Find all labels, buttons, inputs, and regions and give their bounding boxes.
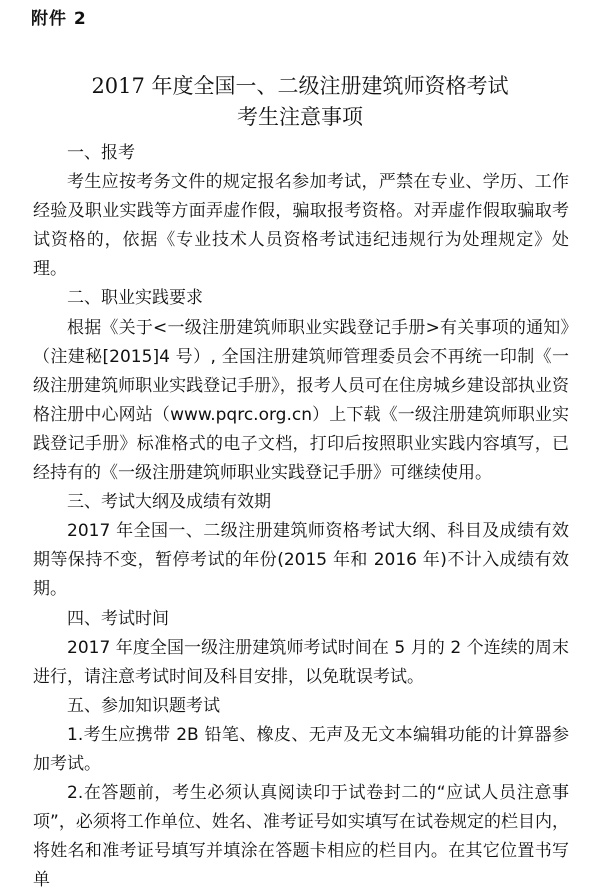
section-heading-registration: 一、报考 bbox=[67, 143, 135, 163]
paragraph: 2017 年全国一、二级注册建筑师资格考试大纲、科目及成绩有效期等保持不变，暂停考试的年份(2015 年和 2016 年)不计入成绩有效期。 bbox=[33, 521, 569, 600]
document-subtitle: 考生注意事项 bbox=[237, 105, 363, 129]
section-heading-knowledge-exam: 五、参加知识题考试 bbox=[67, 695, 220, 716]
paragraph: 考生应按考务文件的规定报名参加考试，严禁在专业、学历、工作经验及职业实践等方面弄虚作假，骗取报考资格。对弄虚作假取骗取考试资格的，依据《专业技术人员资格考试违纪违规行为处理规定》处理。 bbox=[33, 172, 569, 280]
section-heading-syllabus: 三、考试大纲及成绩有效期 bbox=[67, 492, 271, 513]
paragraph: 2017 年度全国一级注册建筑师考试时间在 5 月的 2 个连续的周末进行，请注意考试时间及科目安排，以免耽误考试。 bbox=[33, 637, 569, 687]
section-heading-exam-time: 四、考试时间 bbox=[67, 608, 169, 629]
document-title: 2017 年度全国一、二级注册建筑师资格考试 bbox=[91, 74, 509, 98]
paragraph: 2.在答题前，考生必须认真阅读印于试卷封二的“应试人员注意事项”，必须将工作单位、姓名、准考证号如实填写在试卷规定的栏目内，将姓名和准考证号填写并填涂在答题卡相应的栏目内。在其它位置书写单 bbox=[33, 783, 569, 891]
paragraph: 根据《关于<一级注册建筑师职业实践登记手册>有关事项的通知》（注建秘[2015]4 号）, 全国注册建筑师管理委员会不再统一印制《一级注册建筑师职业实践登记手册》，报考人员可在住房城乡建设部执业资格注册中心网站（www.pqrc.org.cn）上下载《一级注册建筑师职业实践登记手册》标准格式的电子文档，打印后按照职业实践内容填写，已经持有的《一级注册建筑师职业实践登记手册》可继续使用。 bbox=[33, 317, 569, 484]
section-heading-practice: 二、职业实践要求 bbox=[67, 288, 203, 309]
attachment-label: 附件 2 bbox=[31, 9, 87, 29]
document-body bbox=[33, 139, 569, 895]
paragraph: 1.考生应携带 2B 铅笔、橡皮、无声及无文本编辑功能的计算器参加考试。 bbox=[33, 724, 569, 774]
